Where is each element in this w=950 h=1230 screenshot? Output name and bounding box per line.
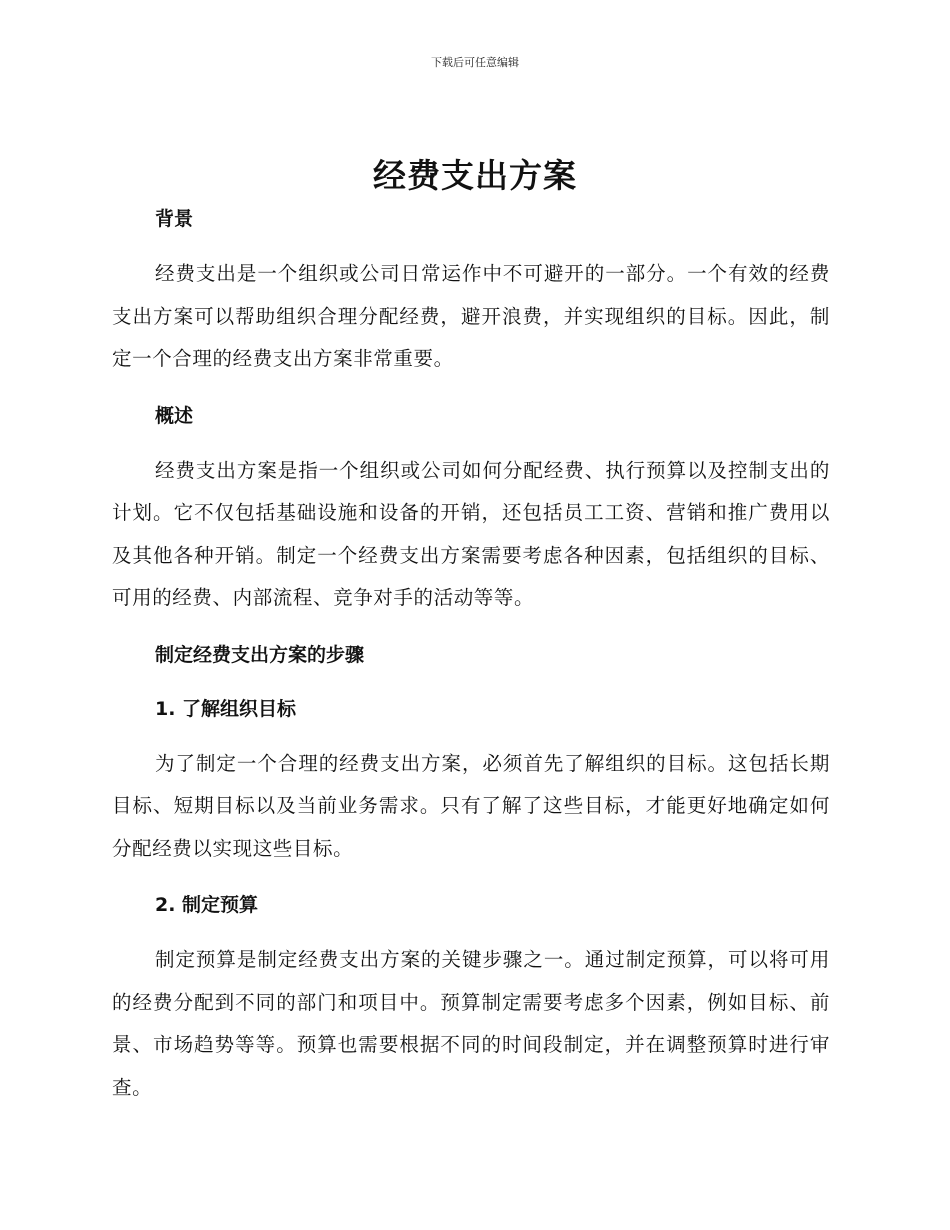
paragraph-overview: 经费支出方案是指一个组织或公司如何分配经费、执行预算以及控制支出的计划。它不仅包括基础设施和设备的开销，还包括员工工资、营销和推广费用以及其他各种开销。制定一个经费支出方案需要考虑各种因素，包括组织的目标、可用的经费、内部流程、竞争对手的活动等等。 — [112, 458, 830, 609]
step-heading-2: 2. 制定预算 — [155, 894, 259, 916]
paragraph-background: 经费支出是一个组织或公司日常运作中不可避开的一部分。一个有效的经费支出方案可以帮助组织合理分配经费，避开浪费，并实现组织的目标。因此，制定一个合理的经费支出方案非常重要。 — [112, 262, 830, 370]
section-heading-background: 背景 — [155, 208, 194, 230]
section-heading-overview: 概述 — [155, 404, 194, 427]
header-note: 下载后可任意编辑 — [431, 56, 519, 69]
section-heading-steps: 制定经费支出方案的步骤 — [155, 643, 365, 666]
paragraph-step-2: 制定预算是制定经费支出方案的关键步骤之一。通过制定预算，可以将可用的经费分配到不同的部门和项目中。预算制定需要考虑多个因素，例如目标、前景、市场趋势等等。预算也需要根据不同的时间段制定，并在调整预算时进行审查。 — [112, 948, 830, 1099]
document-title: 经费支出方案 — [373, 156, 577, 195]
document-body — [112, 200, 830, 1109]
paragraph-step-1: 为了制定一个合理的经费支出方案，必须首先了解组织的目标。这包括长期目标、短期目标以及当前业务需求。只有了解了这些目标，才能更好地确定如何分配经费以实现这些目标。 — [112, 751, 830, 860]
step-heading-1: 1. 了解组织目标 — [155, 697, 297, 720]
